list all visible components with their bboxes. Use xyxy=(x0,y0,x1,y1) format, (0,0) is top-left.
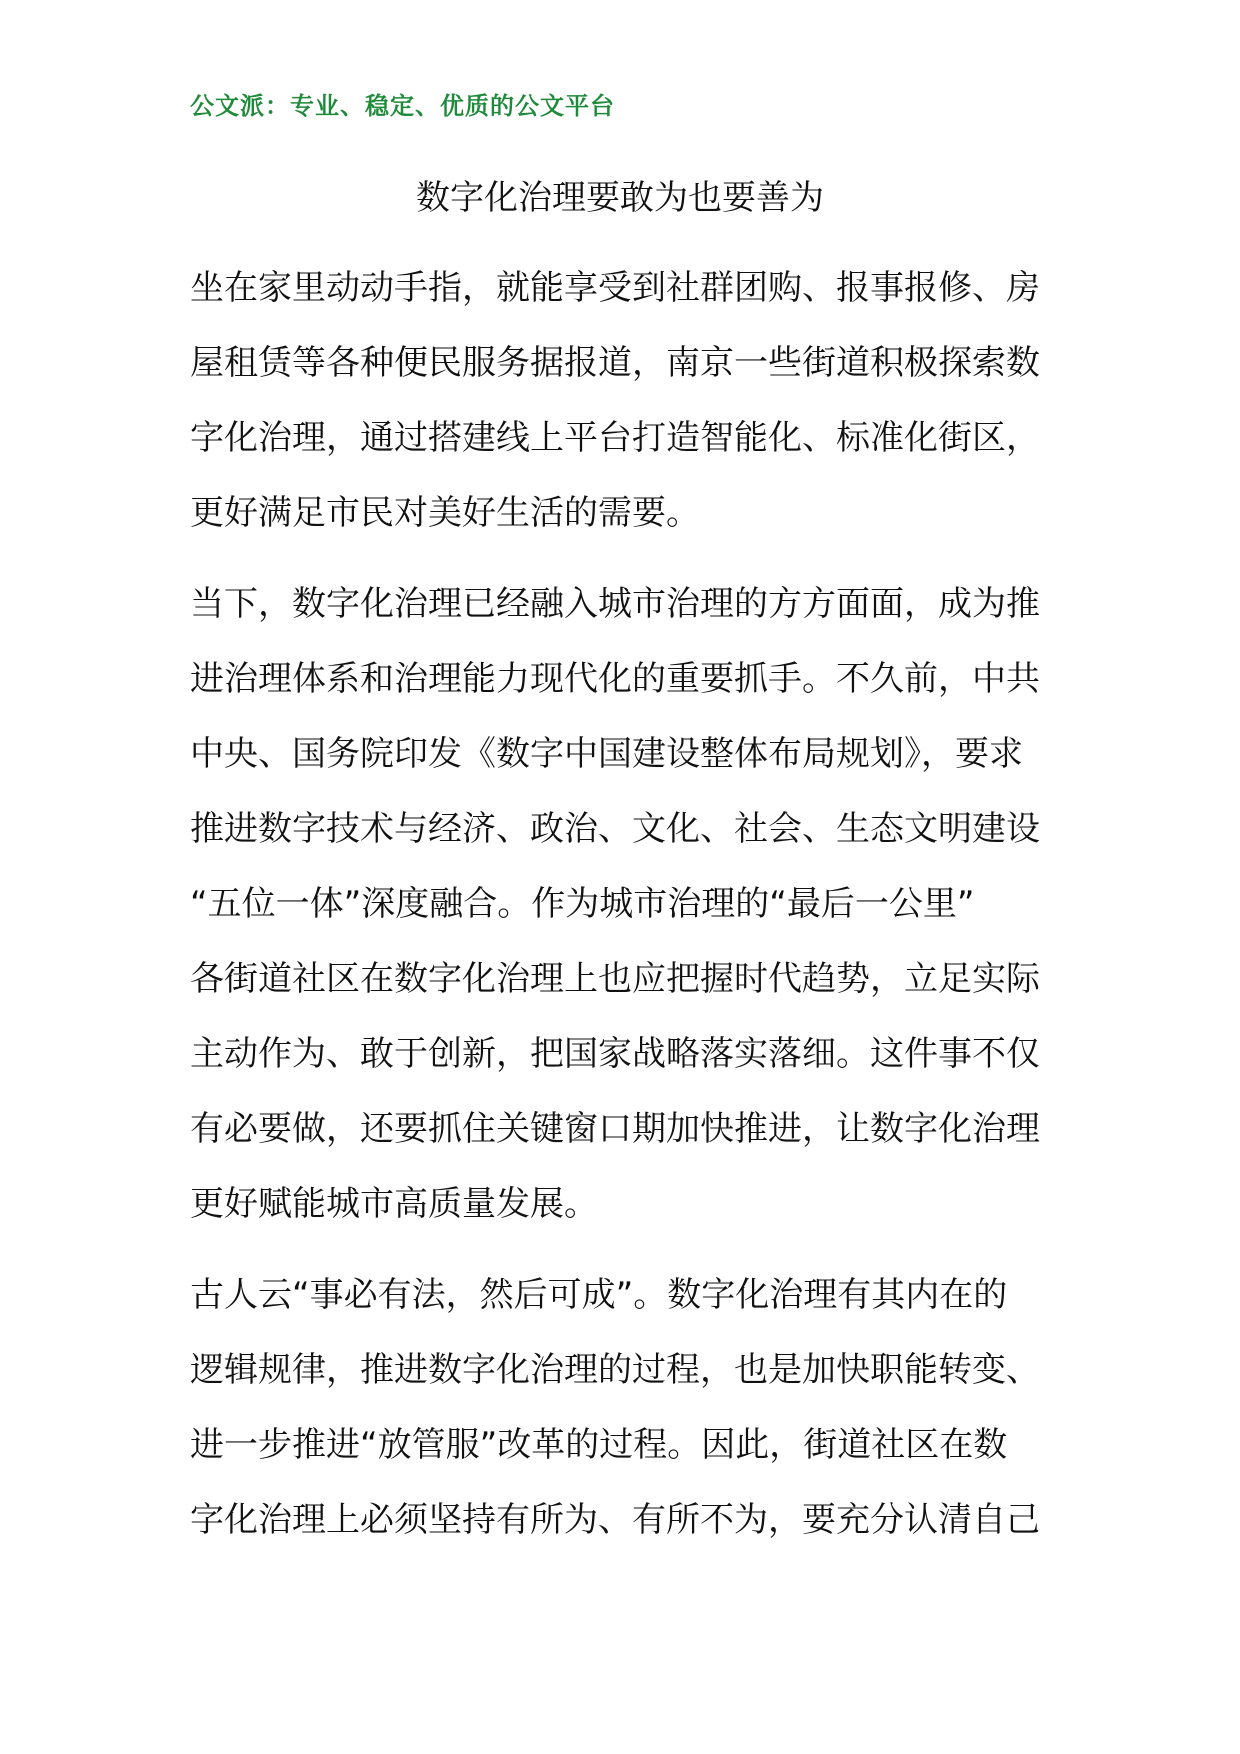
paragraph-line: 坐在家里动动手指，就能享受到社群团购、报事报修、房 xyxy=(190,268,1040,308)
document-title: 数字化治理要敢为也要善为 xyxy=(416,178,824,218)
paragraph-line: “五位一体”深度融合。作为城市治理的“最后一公里” xyxy=(190,884,975,924)
paragraph-line: 字化治理上必须坚持有所为、有所不为，要充分认清自己 xyxy=(190,1500,1040,1540)
site-slogan: 公文派：专业、稳定、优质的公文平台 xyxy=(190,92,615,120)
paragraph-line: 进治理体系和治理能力现代化的重要抓手。不久前，中共 xyxy=(190,659,1040,699)
paragraph-line: 有必要做，还要抓住关键窗口期加快推进，让数字化治理 xyxy=(190,1109,1040,1149)
paragraph-line: 古人云“事必有法，然后可成”。数字化治理有其内在的 xyxy=(190,1275,1008,1315)
paragraph-line: 推进数字技术与经济、政治、文化、社会、生态文明建设 xyxy=(190,809,1040,849)
paragraph-line: 逻辑规律，推进数字化治理的过程，也是加快职能转变、 xyxy=(190,1350,1040,1390)
paragraph-line: 字化治理，通过搭建线上平台打造智能化、标准化街区， xyxy=(190,418,1040,458)
paragraph-line: 更好满足市民对美好生活的需要。 xyxy=(190,493,700,533)
paragraph-line: 更好赋能城市高质量发展。 xyxy=(190,1184,598,1224)
paragraph-line: 当下，数字化治理已经融入城市治理的方方面面，成为推 xyxy=(190,584,1040,624)
paragraph-line: 中央、国务院印发《数字中国建设整体布局规划》，要求 xyxy=(190,734,1023,774)
paragraph-line: 主动作为、敢于创新，把国家战略落实落细。这件事不仅 xyxy=(190,1034,1040,1074)
paragraph-line: 屋租赁等各种便民服务据报道，南京一些街道积极探索数 xyxy=(190,343,1040,383)
paragraph-line: 进一步推进“放管服”改革的过程。因此，街道社区在数 xyxy=(190,1425,1008,1465)
paragraph-line: 各街道社区在数字化治理上也应把握时代趋势，立足实际 xyxy=(190,959,1040,999)
